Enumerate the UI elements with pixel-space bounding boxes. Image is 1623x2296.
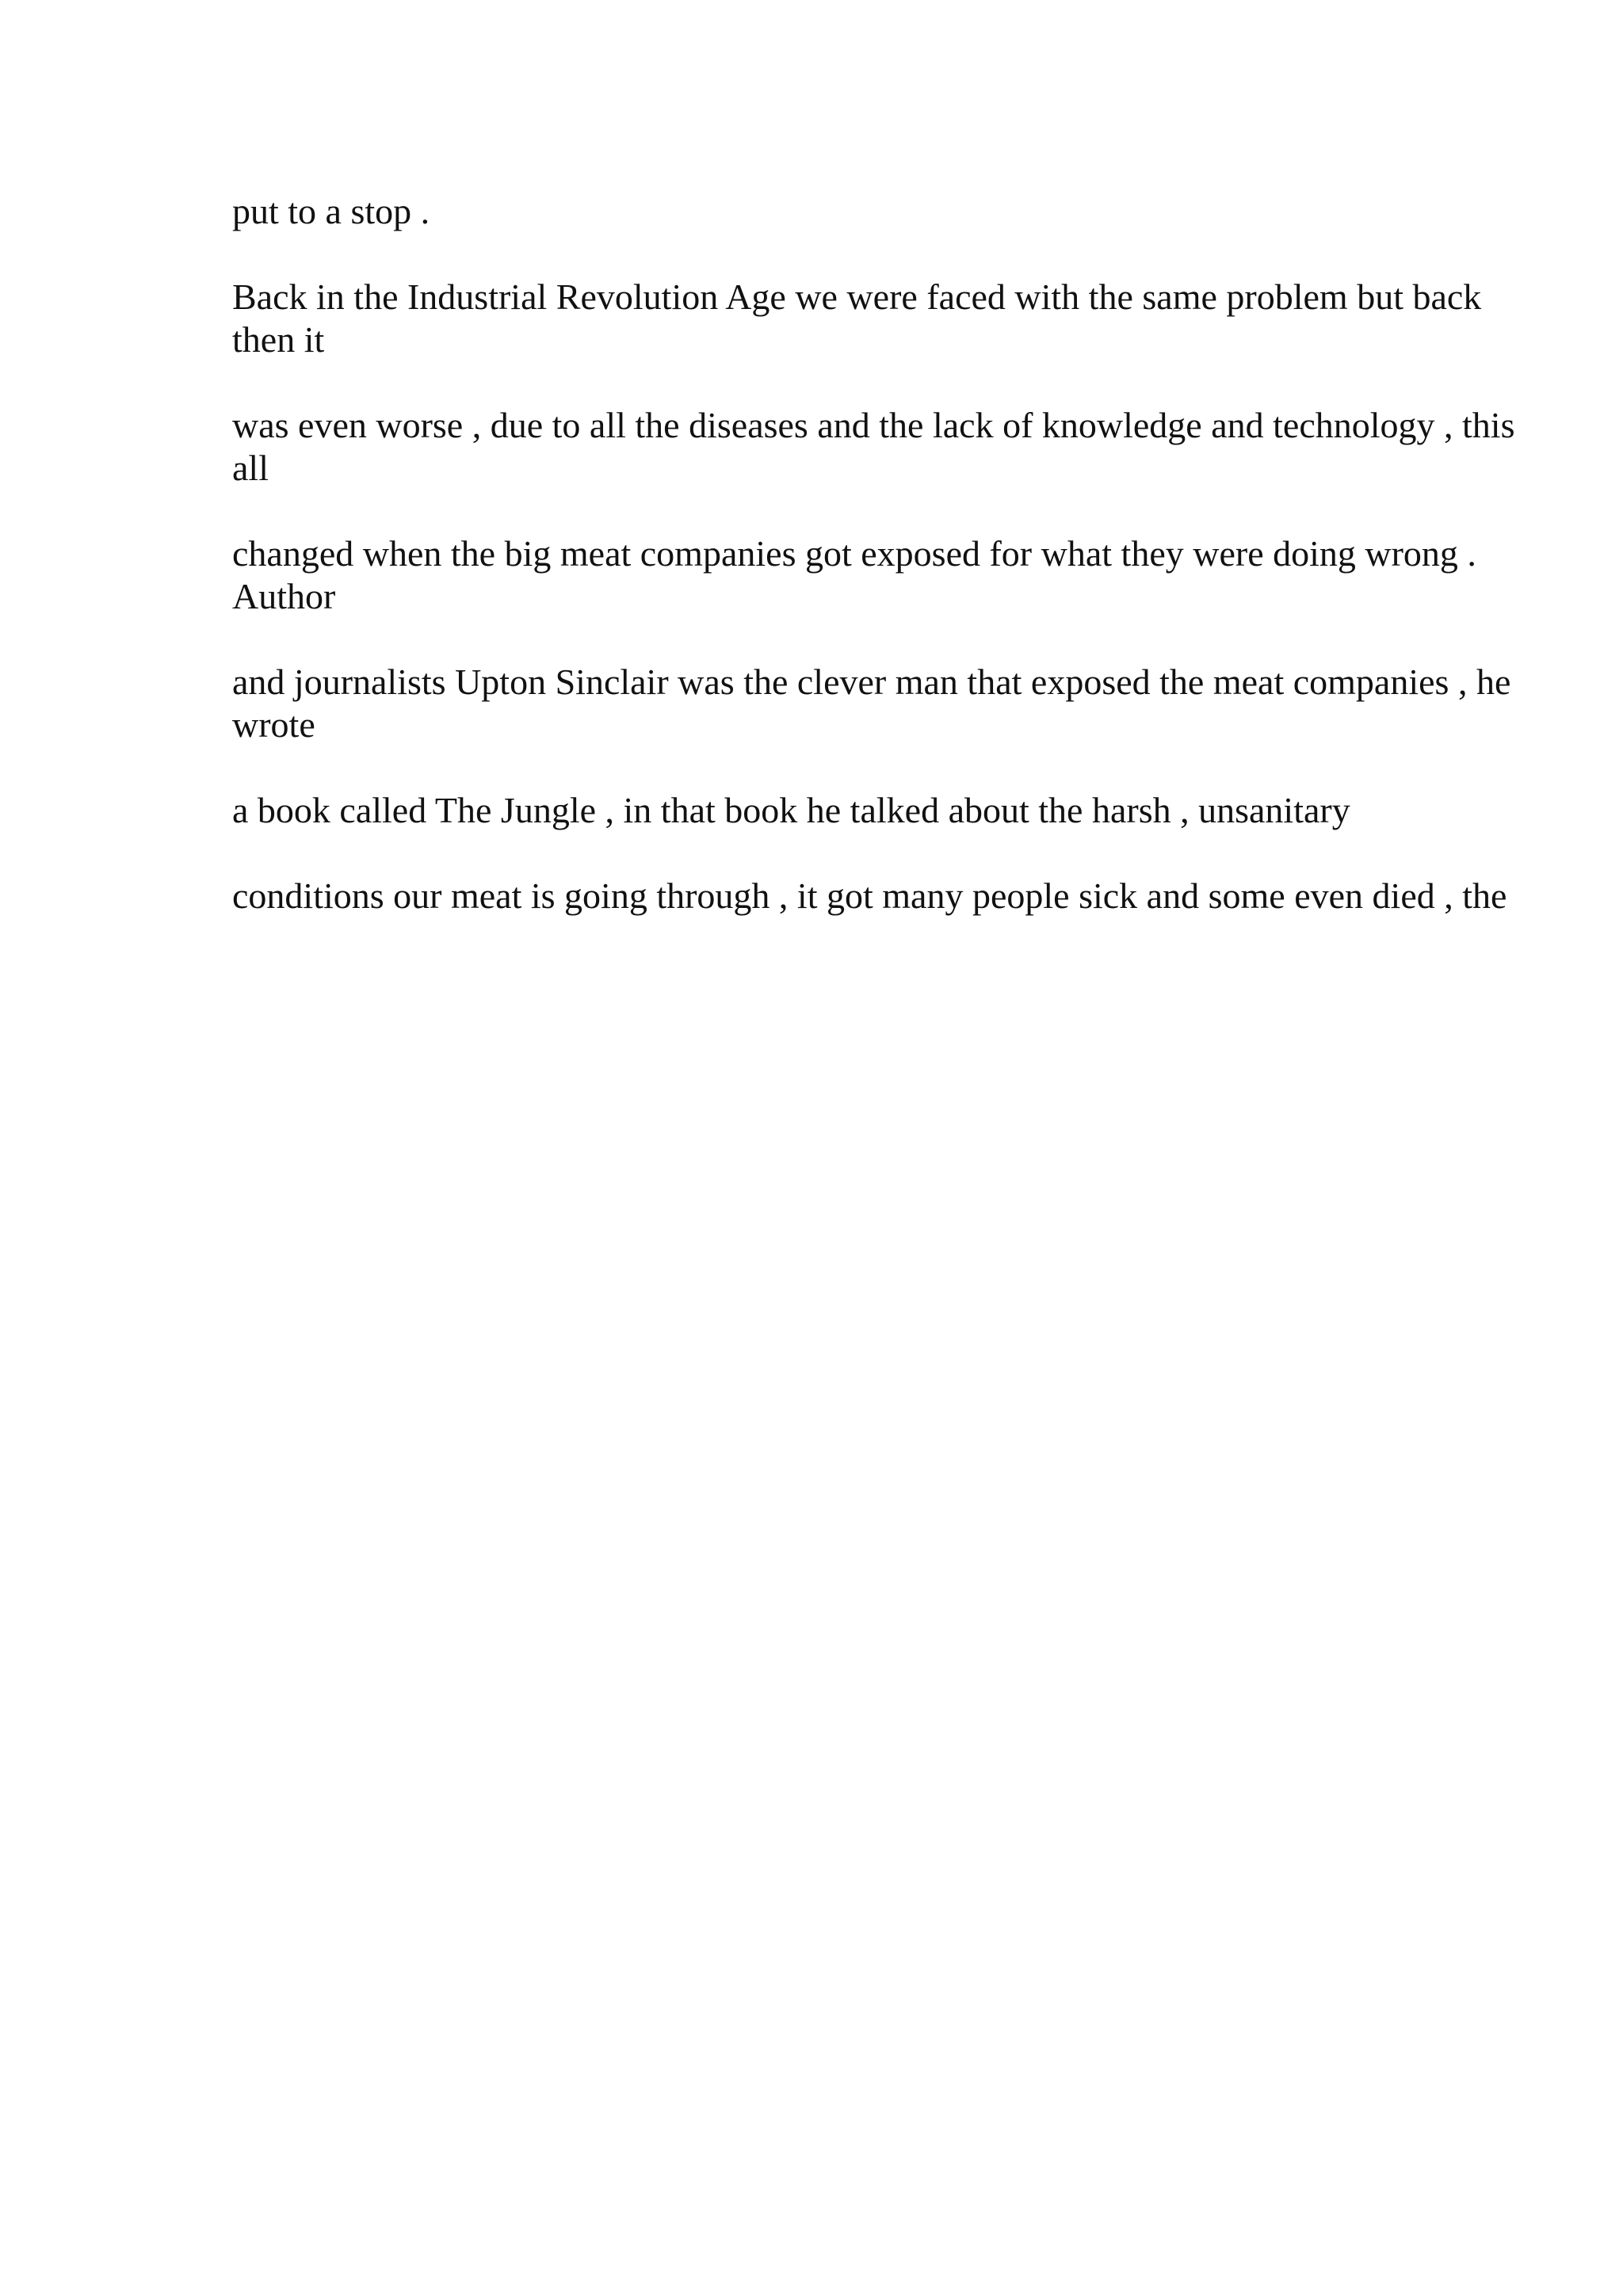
paragraph-2: Back in the Industrial Revolution Age we were faced with the same problem but back then it (232, 277, 1482, 360)
paragraph-7: conditions our meat is going through , it got many people sick and some even died , the (232, 875, 1507, 916)
paragraph-1: put to a stop . (232, 191, 430, 231)
paragraph-5: and journalists Upton Sinclair was the clever man that exposed the meat companies , he wrote (232, 662, 1511, 745)
paragraph-3: was even worse , due to all the diseases and the lack of knowledge and technology , this all (232, 405, 1515, 488)
paragraph-4: changed when the big meat companies got exposed for what they were doing wrong . Author (232, 533, 1476, 616)
document-body (232, 190, 1516, 960)
paragraph-6: a book called The Jungle , in that book he talked about the harsh , unsanitary (232, 790, 1350, 830)
